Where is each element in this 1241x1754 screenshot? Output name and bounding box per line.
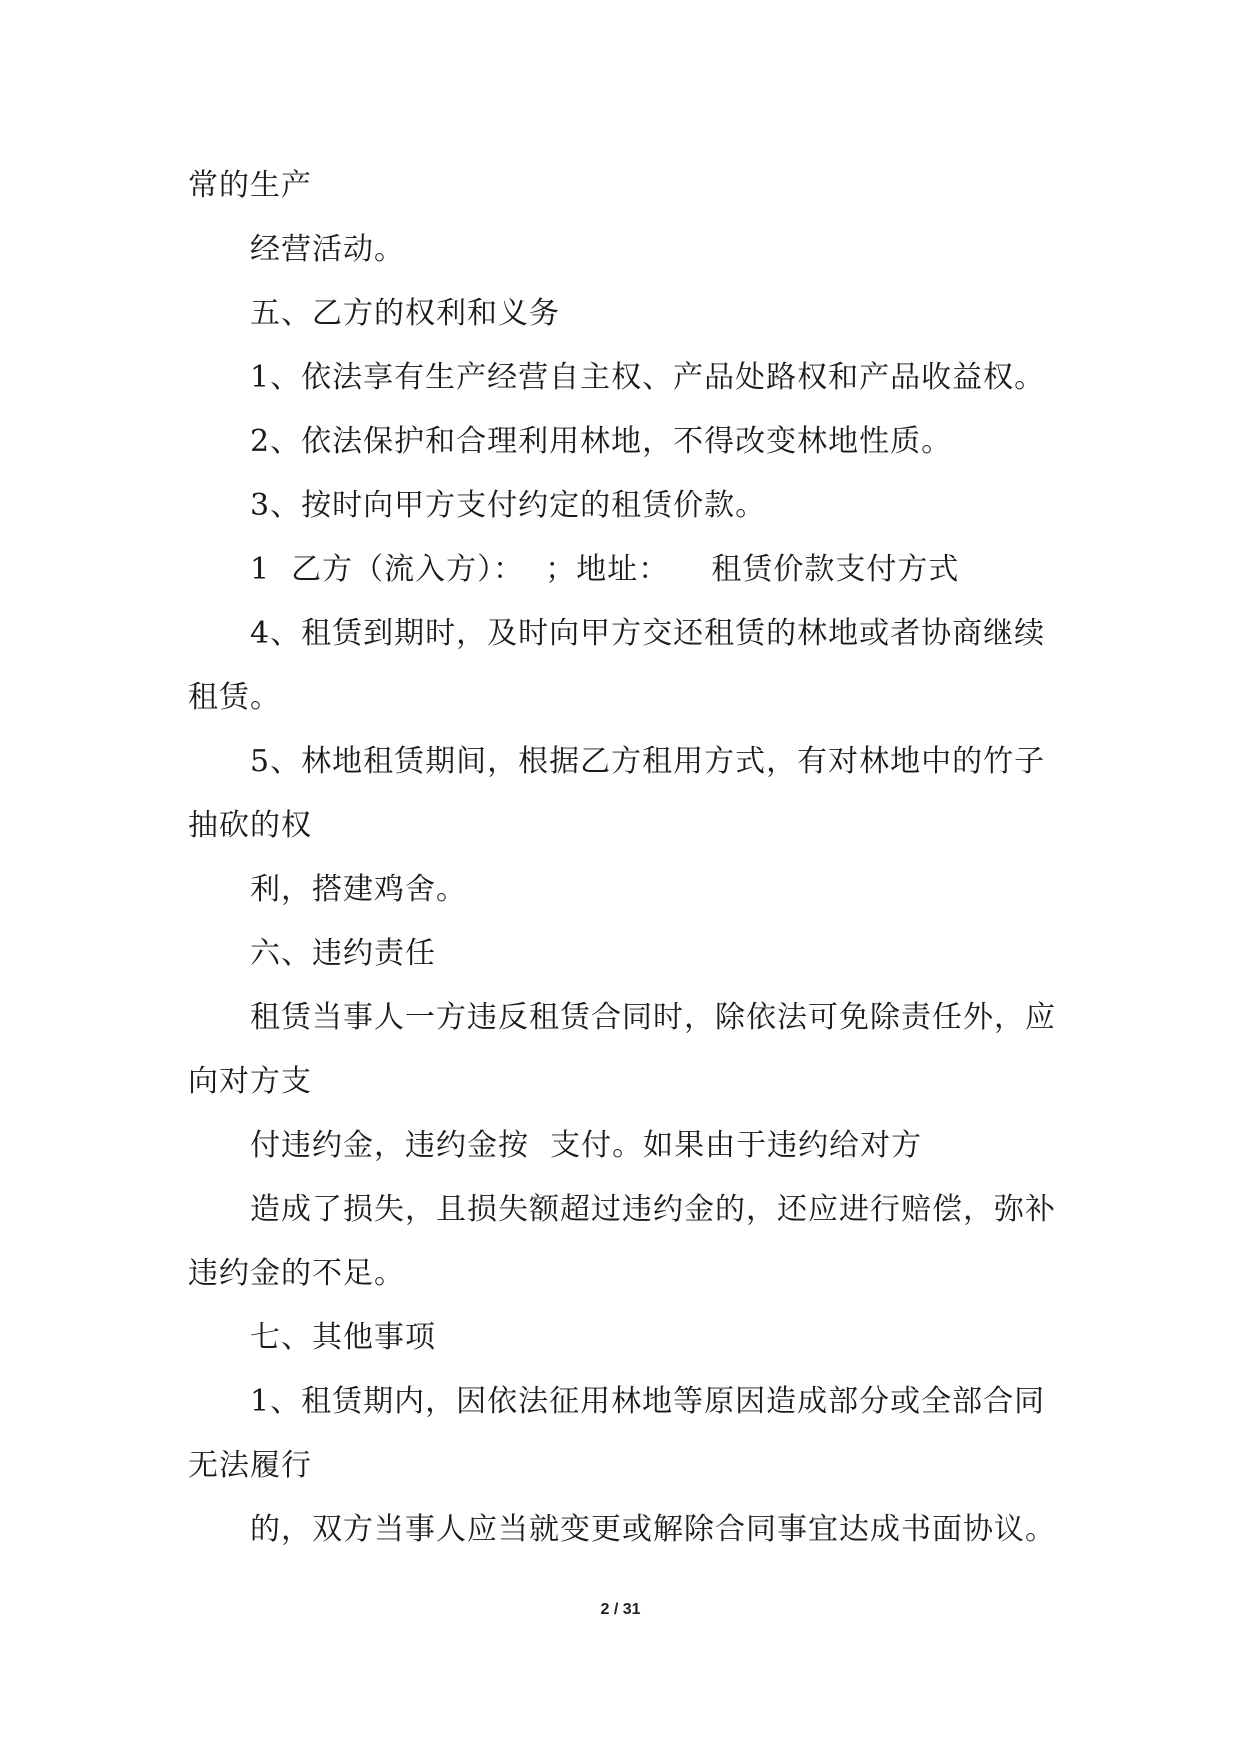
text-line: 无法履行 <box>188 1448 312 1483</box>
section-heading: 五、乙方的权利和义务 <box>250 296 560 331</box>
text-line: 1、依法享有生产经营自主权、产品处路权和产品收益权。 <box>250 360 1046 395</box>
text-line: 付违约金，违约金按 支付。如果由于违约给对方 <box>250 1128 923 1163</box>
text-line: 2、依法保护和合理利用林地，不得改变林地性质。 <box>250 424 953 459</box>
text-line: 租赁当事人一方违反租赁合同时，除依法可免除责任外，应 <box>250 1000 1056 1035</box>
text-line: 常的生产 <box>188 168 312 203</box>
text-line: 造成了损失，且损失额超过违约金的，还应进行赔偿，弥补 <box>250 1192 1056 1227</box>
text-line: 4、租赁到期时，及时向甲方交还租赁的林地或者协商继续 <box>250 616 1046 651</box>
section-heading: 六、违约责任 <box>250 936 436 971</box>
text-line: 经营活动。 <box>250 232 405 267</box>
text-line: 抽砍的权 <box>188 808 312 843</box>
text-line: 1 乙方（流入方）： ；地址： 租赁价款支付方式 <box>250 552 960 587</box>
section-heading: 七、其他事项 <box>250 1320 436 1355</box>
text-line: 租赁。 <box>188 680 281 715</box>
text-line: 3、按时向甲方支付约定的租赁价款。 <box>250 488 767 523</box>
text-line: 违约金的不足。 <box>188 1256 405 1291</box>
page-number: 2 / 31 <box>600 1601 641 1618</box>
text-line: 的，双方当事人应当就变更或解除合同事宜达成书面协议。 <box>250 1512 1056 1547</box>
text-line: 1、租赁期内，因依法征用林地等原因造成部分或全部合同 <box>250 1384 1046 1419</box>
text-line: 利，搭建鸡舍。 <box>250 872 467 907</box>
text-line: 向对方支 <box>188 1064 312 1099</box>
text-line: 5、林地租赁期间，根据乙方租用方式，有对林地中的竹子 <box>250 744 1046 779</box>
